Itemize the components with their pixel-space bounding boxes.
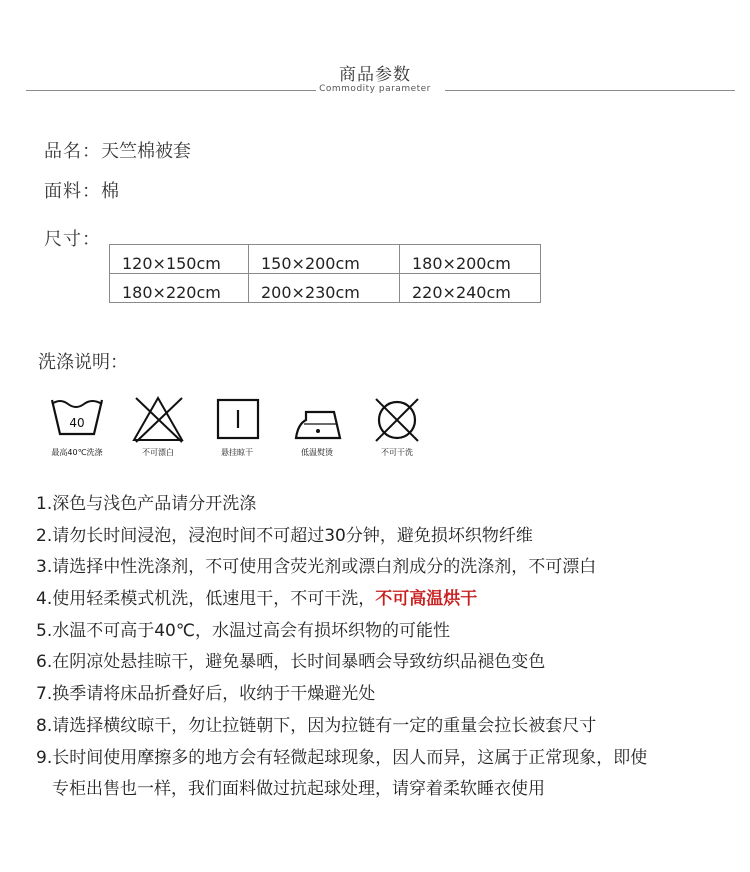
product-name-value: 天竺棉被套	[101, 141, 191, 162]
table-row	[110, 274, 541, 303]
list-item: 6.在阴凉处悬挂晾干，避免暴晒，长时间暴晒会导致纺织品褪色变色	[36, 652, 546, 673]
fabric-row	[44, 177, 119, 203]
care-item-dry	[200, 394, 280, 464]
highlight-warning: 不可高温烘干	[375, 589, 478, 610]
care-item-dryclean	[360, 394, 440, 464]
care-item-iron	[280, 394, 360, 464]
care-caption: 低温熨烫	[301, 448, 333, 457]
table-row	[110, 245, 541, 274]
product-name-row	[44, 137, 191, 163]
list-item: 1.深色与浅色产品请分开洗涤	[36, 494, 257, 514]
section-title: 商品参数	[339, 65, 411, 85]
no-dry-clean-icon	[360, 394, 440, 446]
no-bleach-icon	[120, 394, 200, 446]
care-caption: 最高40℃洗涤	[51, 448, 103, 457]
size-cell: 150×200cm	[249, 245, 400, 274]
list-item: 7.换季请将床品折叠好后，收纳于干燥避光处	[36, 684, 376, 705]
size-cell: 180×200cm	[400, 245, 541, 274]
low-iron-icon	[280, 394, 360, 446]
list-item: 9.长时间使用摩擦多的地方会有轻微起球现象，因人而异，这属于正常现象，即使	[36, 747, 648, 768]
section-header	[0, 58, 750, 98]
note-text: 4.使用轻柔模式机洗，低速甩干，不可干洗，	[36, 589, 376, 610]
care-caption: 悬挂晾干	[221, 448, 253, 457]
wash-title: 洗涤说明：	[38, 352, 128, 373]
list-item: 5.水温不可高于40℃，水温过高会有损坏织物的可能性	[36, 620, 450, 641]
size-cell: 200×230cm	[249, 274, 400, 303]
care-item-wash	[40, 394, 120, 464]
list-item: 3.请选择中性洗涤剂，不可使用含荧光剂或漂白剂成分的洗涤剂，不可漂白	[36, 557, 597, 578]
care-item-bleach	[120, 394, 200, 464]
fabric-label: 面料：	[44, 181, 101, 202]
list-item	[36, 584, 736, 616]
care-notes	[36, 489, 736, 806]
care-caption: 不可漂白	[142, 448, 174, 457]
wash-temp-number: 40	[69, 416, 85, 430]
size-cell: 220×240cm	[400, 274, 541, 303]
fabric-value: 棉	[101, 181, 119, 202]
size-cell: 180×220cm	[110, 274, 249, 303]
list-item: 8.请选择横纹晾干，勿让拉链朝下，因为拉链有一定的重量会拉长被套尺寸	[36, 715, 597, 736]
size-row	[44, 225, 101, 251]
product-name-label: 品名：	[44, 141, 101, 162]
care-icons	[40, 394, 440, 464]
section-subtitle: Commodity parameter	[319, 84, 431, 94]
list-item-continuation: 专柜出售也一样，我们面料做过抗起球处理，请穿着柔软睡衣使用	[52, 779, 545, 800]
hang-dry-icon	[200, 394, 280, 446]
care-caption: 不可干洗	[381, 448, 413, 457]
wash-40-icon	[40, 394, 120, 446]
list-item: 2.请勿长时间浸泡，浸泡时间不可超过30分钟，避免损坏织物纤维	[36, 525, 533, 546]
size-cell: 120×150cm	[110, 245, 249, 274]
size-table	[109, 244, 541, 303]
size-label: 尺寸：	[44, 229, 101, 250]
